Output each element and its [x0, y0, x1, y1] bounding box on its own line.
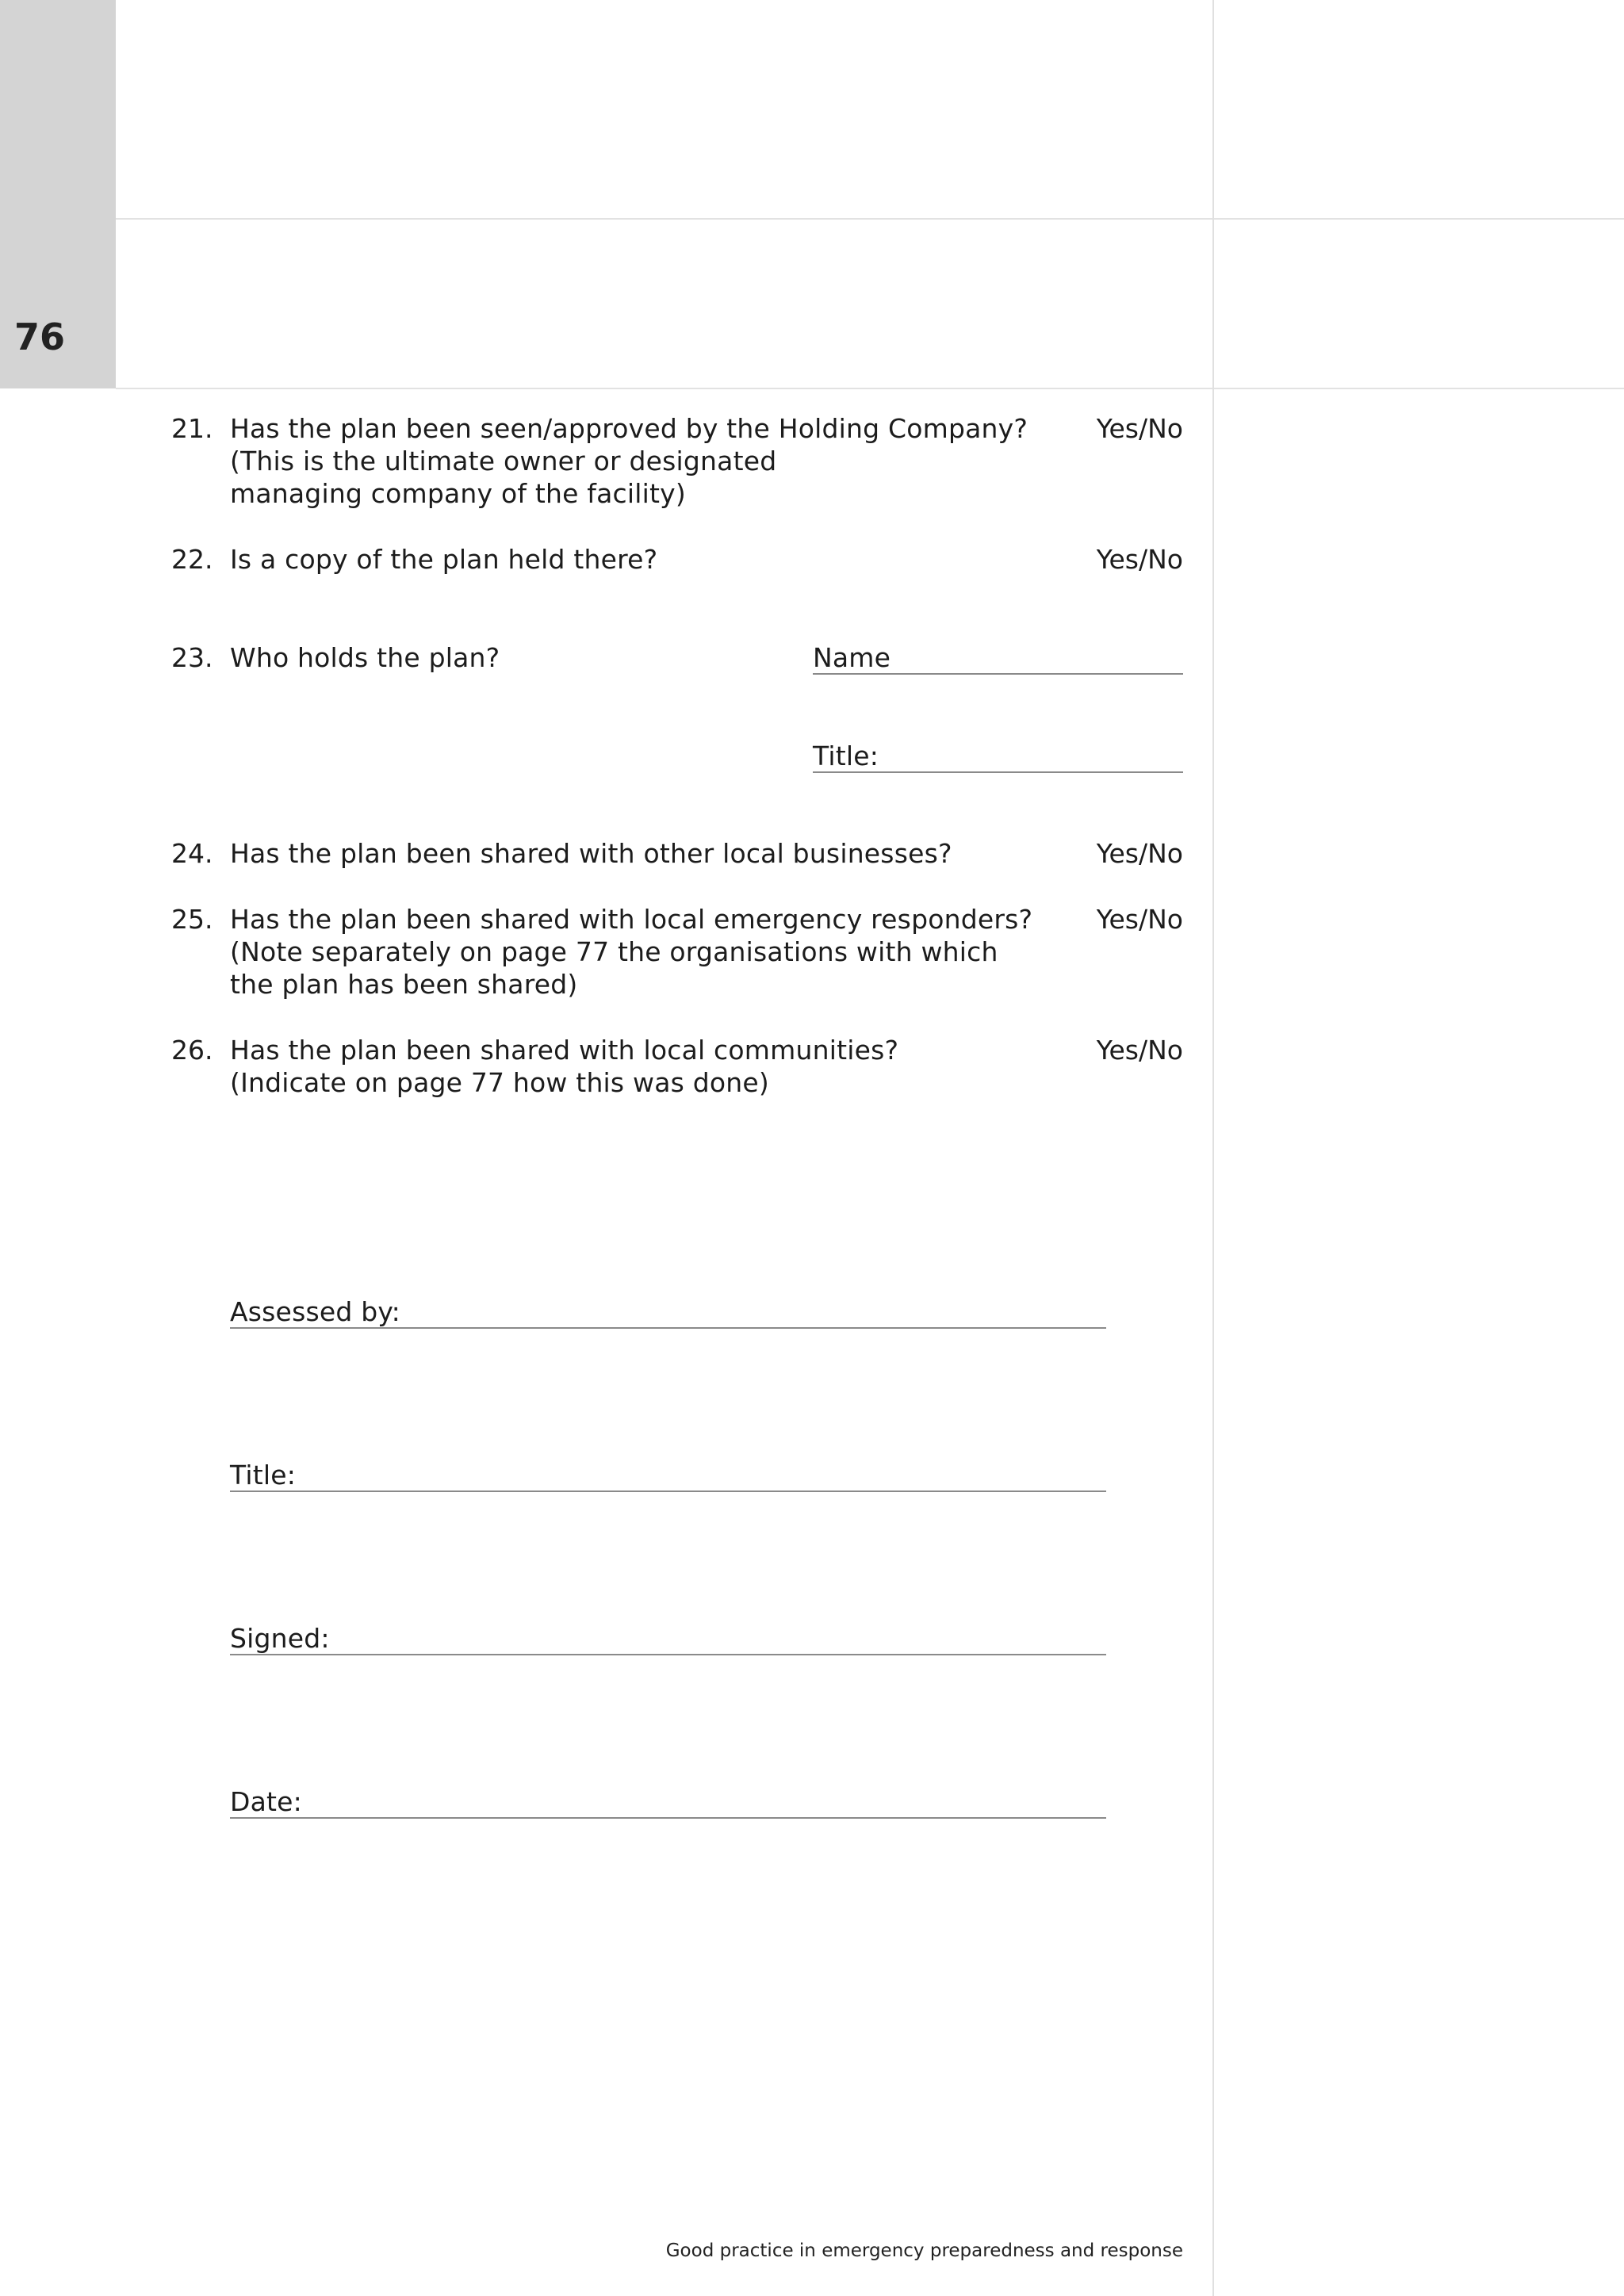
title-field-label: Title:: [813, 740, 879, 771]
yes-no-option[interactable]: Yes/No: [1096, 838, 1183, 869]
question-number: 25.: [171, 904, 213, 935]
margin-column-divider: [1212, 0, 1214, 2296]
yes-no-option[interactable]: Yes/No: [1096, 1035, 1183, 1066]
signoff-title-field[interactable]: [230, 1490, 1106, 1492]
page-footer: Good practice in emergency preparedness and response: [665, 2241, 1183, 2261]
question-number: 21.: [171, 413, 213, 444]
title-field[interactable]: [813, 771, 1183, 773]
date-field[interactable]: [230, 1817, 1106, 1819]
name-field-label: Name: [813, 642, 891, 673]
question-note: (Note separately on page 77 the organisations with which: [230, 936, 998, 967]
question-text: Is a copy of the plan held there?: [230, 544, 658, 575]
name-field[interactable]: [813, 673, 1183, 675]
question-note: (Indicate on page 77 how this was done): [230, 1067, 769, 1098]
question-number: 23.: [171, 642, 213, 673]
assessed-by-label: Assessed by:: [230, 1296, 400, 1327]
signed-field[interactable]: [230, 1654, 1106, 1655]
yes-no-option[interactable]: Yes/No: [1096, 904, 1183, 935]
question-text: Has the plan been shared with local emergency responders?: [230, 904, 1033, 935]
question-note: (This is the ultimate owner or designated: [230, 446, 777, 476]
signed-label: Signed:: [230, 1623, 330, 1654]
yes-no-option[interactable]: Yes/No: [1096, 544, 1183, 575]
question-text: Has the plan been seen/approved by the Holding Company?: [230, 413, 1028, 444]
question-note: the plan has been shared): [230, 969, 578, 1000]
question-text: Has the plan been shared with other local businesses?: [230, 838, 952, 869]
question-note: managing company of the facility): [230, 478, 686, 509]
date-label: Date:: [230, 1786, 302, 1817]
signoff-title-label: Title:: [230, 1460, 297, 1490]
page-number: 76: [14, 316, 66, 358]
question-number: 22.: [171, 544, 213, 575]
question-text: Has the plan been shared with local communities?: [230, 1035, 899, 1066]
header-divider-top: [116, 218, 1624, 220]
assessed-by-field[interactable]: [230, 1327, 1106, 1329]
question-number: 26.: [171, 1035, 213, 1066]
question-text: Who holds the plan?: [230, 642, 500, 673]
yes-no-option[interactable]: Yes/No: [1096, 413, 1183, 444]
header-divider-bottom: [116, 388, 1624, 389]
question-number: 24.: [171, 838, 213, 869]
